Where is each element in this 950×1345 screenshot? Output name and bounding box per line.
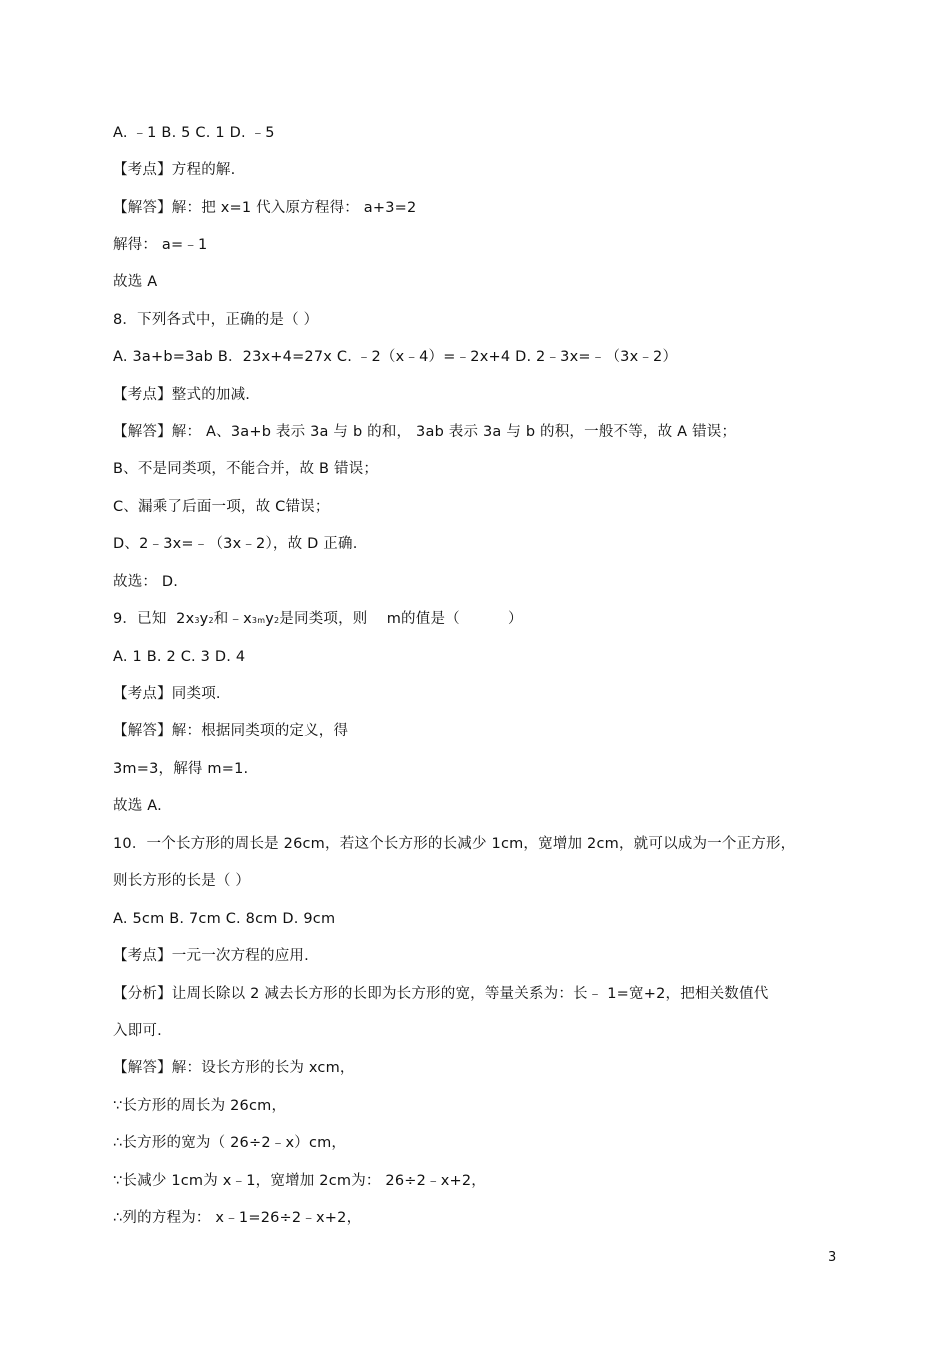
q9-answer: 故选 A.: [113, 798, 162, 814]
q9-key-point: 【考点】同类项.: [113, 686, 221, 702]
q9-question: 9．已知 2x 3 y 2 和﹣x 3m y 2 是同类项，则 m的值是（ ）: [113, 611, 523, 627]
q10-key-point: 【考点】一元一次方程的应用.: [113, 948, 309, 964]
q9-result: 3m=3，解得 m=1.: [113, 761, 249, 777]
q8-answer: 故选： D.: [113, 574, 179, 590]
q10-analysis-2: 入即可.: [113, 1023, 162, 1039]
q8-solution-d: D、2﹣3x=﹣（3x﹣2），故 D 正确.: [113, 536, 358, 552]
q10-solution-2: ∵长方形的周长为 26cm，: [113, 1098, 287, 1114]
q7-key-point: 【考点】方程的解.: [113, 162, 236, 178]
q9-options: A. 1 B. 2 C. 3 D. 4: [113, 649, 246, 665]
page-number: 3: [828, 1250, 837, 1265]
q10-solution-1: 【解答】解：设长方形的长为 xcm，: [113, 1060, 355, 1076]
q8-key-point: 【考点】整式的加减.: [113, 387, 251, 403]
q7-answer: 故选 A: [113, 274, 158, 290]
q10-question-1: 10．一个长方形的周长是 26cm，若这个长方形的长减少 1cm，宽增加 2cm，就可以成为一个正方形，: [113, 836, 796, 852]
q7-solution: 【解答】解：把 x=1 代入原方程得： a+3=2: [113, 200, 417, 216]
q10-options: A. 5cm B. 7cm C. 8cm D. 9cm: [113, 911, 336, 927]
q10-solution-4: ∵长减少 1cm为 x﹣1，宽增加 2cm为： 26÷2﹣x+2，: [113, 1173, 486, 1189]
q10-solution-3: ∴长方形的宽为（ 26÷2﹣x）cm，: [113, 1135, 347, 1151]
q9-solution: 【解答】解：根据同类项的定义，得: [113, 723, 349, 739]
q8-question: 8．下列各式中，正确的是（ ）: [113, 312, 319, 328]
q7-result: 解得： a=﹣1: [113, 237, 208, 253]
q8-solution-c: C、漏乘了后面一项，故 C错误；: [113, 499, 330, 515]
q10-solution-5: ∴列的方程为： x﹣1=26÷2﹣x+2，: [113, 1210, 362, 1226]
q8-solution-b: B、不是同类项，不能合并，故 B 错误；: [113, 461, 379, 477]
q8-solution-a: 【解答】解： A、3a+b 表示 3a 与 b 的和， 3ab 表示 3a 与 b 的积，一般不等，故 A 错误；: [113, 424, 737, 440]
q7-options: A. ﹣1 B. 5 C. 1 D. ﹣5: [113, 125, 275, 141]
q10-analysis-1: 【分析】让周长除以 2 减去长方形的长即为长方形的宽，等量关系为：长﹣ 1=宽+2，把相关数值代: [113, 986, 769, 1002]
q8-options: A. 3a+b=3ab B．23x+4=27x C. ﹣2（x﹣4）=﹣2x+4 D. 2﹣3x=﹣（3x﹣2）: [113, 349, 678, 365]
q10-question-2: 则长方形的长是（ ）: [113, 873, 251, 889]
